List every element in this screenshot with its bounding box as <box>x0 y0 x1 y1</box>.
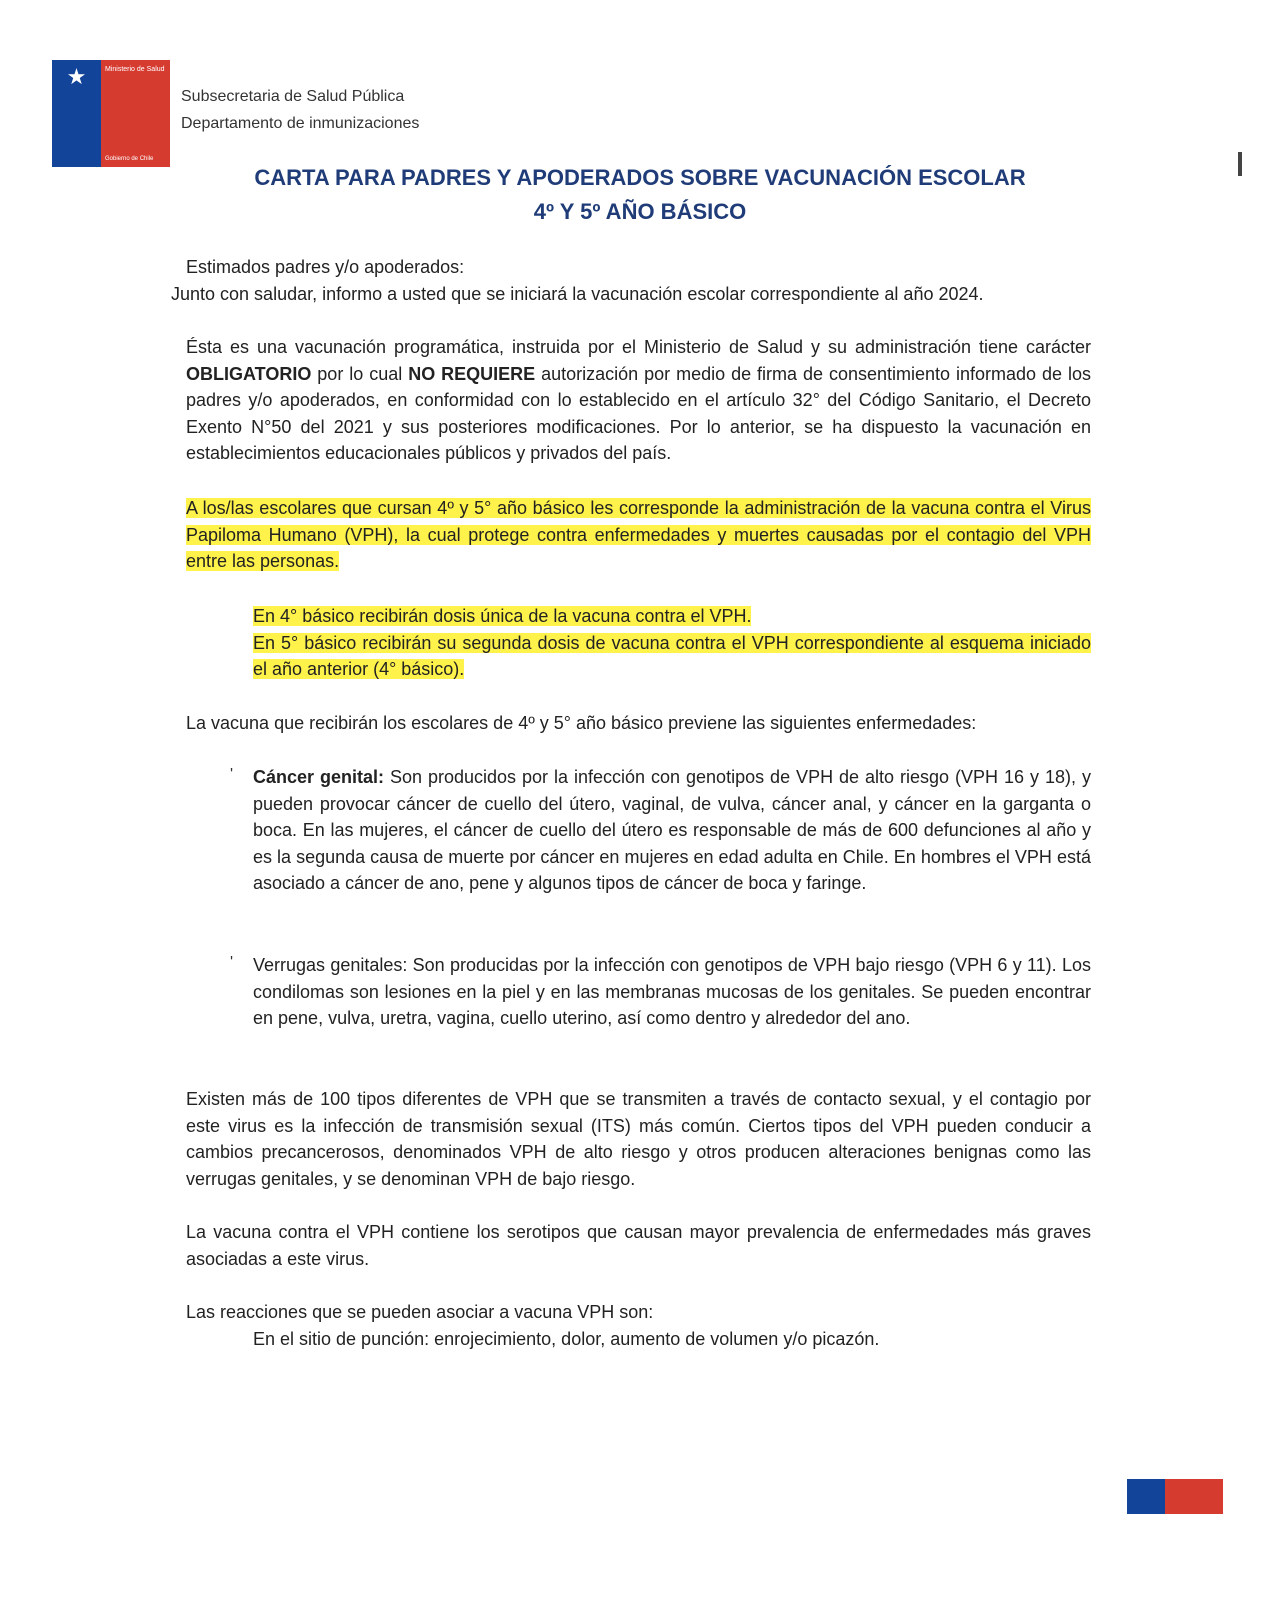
edge-mark <box>1238 152 1242 176</box>
obligatory-paragraph <box>186 334 1091 467</box>
flag-red <box>1165 1479 1223 1514</box>
logo-bottom-text: Gobierno de Chile <box>105 156 154 162</box>
dept-line-1: Subsecretaria de Salud Pública <box>181 88 405 105</box>
cancer-genital-label: Cáncer genital: <box>253 767 385 787</box>
p1-bold-obligatorio: OBLIGATORIO <box>186 363 312 384</box>
p1-text-1: Ésta es una vacunación programática, instruida por el Ministerio de Salud y su administración tiene carácter <box>186 337 1091 357</box>
department-info <box>181 83 419 137</box>
coat-of-arms-icon: ★ <box>66 64 87 89</box>
reactions-heading: Las reacciones que se pueden asociar a vacuna VPH son: <box>186 1302 654 1322</box>
ministry-logo <box>52 60 170 167</box>
dose-list <box>253 603 1091 683</box>
document-title: CARTA PARA PADRES Y APODERADOS SOBRE VACUNACIÓN ESCOLAR <box>254 165 1026 190</box>
serotypes-paragraph: La vacuna contra el VPH contiene los serotipos que causan mayor prevalencia de enfermedades más graves asociadas a este virus. <box>186 1222 1091 1269</box>
cancer-genital-text: Son producidos por la infección con genotipos de VPH de alto riesgo (VPH 16 y 18), y pueden provocar cáncer de cuello del útero, vaginal, de vulva, cáncer anal, y cáncer en la garganta o boca. En las mujeres, el cáncer de cuello del útero es responsable de más de 600 defunciones al año y es la segunda causa de muerte por cáncer en mujeres en edad adulta en Chile. En hombres el VPH está asociado a cáncer de ano, pene y algunos tipos de cáncer de boca y faringe. <box>253 767 1091 893</box>
document-subtitle: 4º Y 5º AÑO BÁSICO <box>533 199 747 224</box>
vph-paragraph <box>186 495 1091 575</box>
bullet-mark: ' <box>230 766 234 783</box>
dose-5th-grade: En 5° básico recibirán su segunda dosis de vacuna contra el VPH correspondiente al esquema iniciado el año anterior (4° básico). <box>253 632 1091 679</box>
p1-bold-no-requiere: NO REQUIERE <box>408 363 536 384</box>
bullet-cancer-genital <box>253 764 1091 897</box>
dose-4th-grade: En 4° básico recibirán dosis única de la vacuna contra el VPH. <box>253 606 752 626</box>
logo-blue-panel <box>52 60 101 167</box>
p1-text-2: por lo cual <box>311 363 409 384</box>
logo-red-panel <box>101 60 170 167</box>
dept-line-2: Departamento de inmunizaciones <box>181 115 420 132</box>
diseases-intro: La vacuna que recibirán los escolares de 4º y 5° año básico previene las siguientes enfermedades: <box>186 713 977 733</box>
vph-types-paragraph: Existen más de 100 tipos diferentes de VPH que se transmiten a través de contacto sexual, y el contagio por este virus es la infección de transmisión sexual (ITS) más común. Ciertos tipos del VPH pueden conducir a cambios precancerosos, denominados VPH de alto riesgo y otros producen alteraciones benignas como las verrugas genitales, y se denominan VPH de bajo riesgo. <box>186 1089 1091 1189</box>
flag-blue <box>1127 1479 1165 1514</box>
vph-highlight: A los/las escolares que cursan 4º y 5° año básico les corresponde la administración de la vacuna contra el Virus Papiloma Humano (VPH), la cual protege contra enfermedades y muertes causadas por el contagio del VPH entre las personas. <box>186 498 1091 571</box>
footer-flag <box>1127 1479 1223 1514</box>
bullet-mark: ' <box>230 954 234 971</box>
logo-text: Ministerio de Salud <box>105 66 165 73</box>
greeting: Estimados padres y/o apoderados: <box>186 257 465 277</box>
reactions-injection-site: En el sitio de punción: enrojecimiento, dolor, aumento de volumen y/o picazón. <box>253 1329 880 1349</box>
intro-paragraph: Junto con saludar, informo a usted que se iniciará la vacunación escolar correspondiente al año 2024. <box>171 284 984 304</box>
p1-text-3: autorización por medio de firma de consentimiento informado de los padres y/o apoderados, en conformidad con lo establecido en el artículo 32° del Código Sanitario, el Decreto Exento N°50 del 2021 y sus posteriores modificaciones. Por lo anterior, se ha dispuesto la vacunación en establecimientos educacionales públicos y privados del país. <box>186 363 1091 463</box>
bullet-verrugas-genitales: Verrugas genitales: Son producidas por la infección con genotipos de VPH bajo riesgo (VPH 6 y 11). Los condilomas son lesiones en la piel y en las membranas mucosas de los genitales. Se pueden encontrar en pene, vulva, uretra, vagina, cuello uterino, así como dentro y alrededor del ano. <box>253 955 1091 1028</box>
